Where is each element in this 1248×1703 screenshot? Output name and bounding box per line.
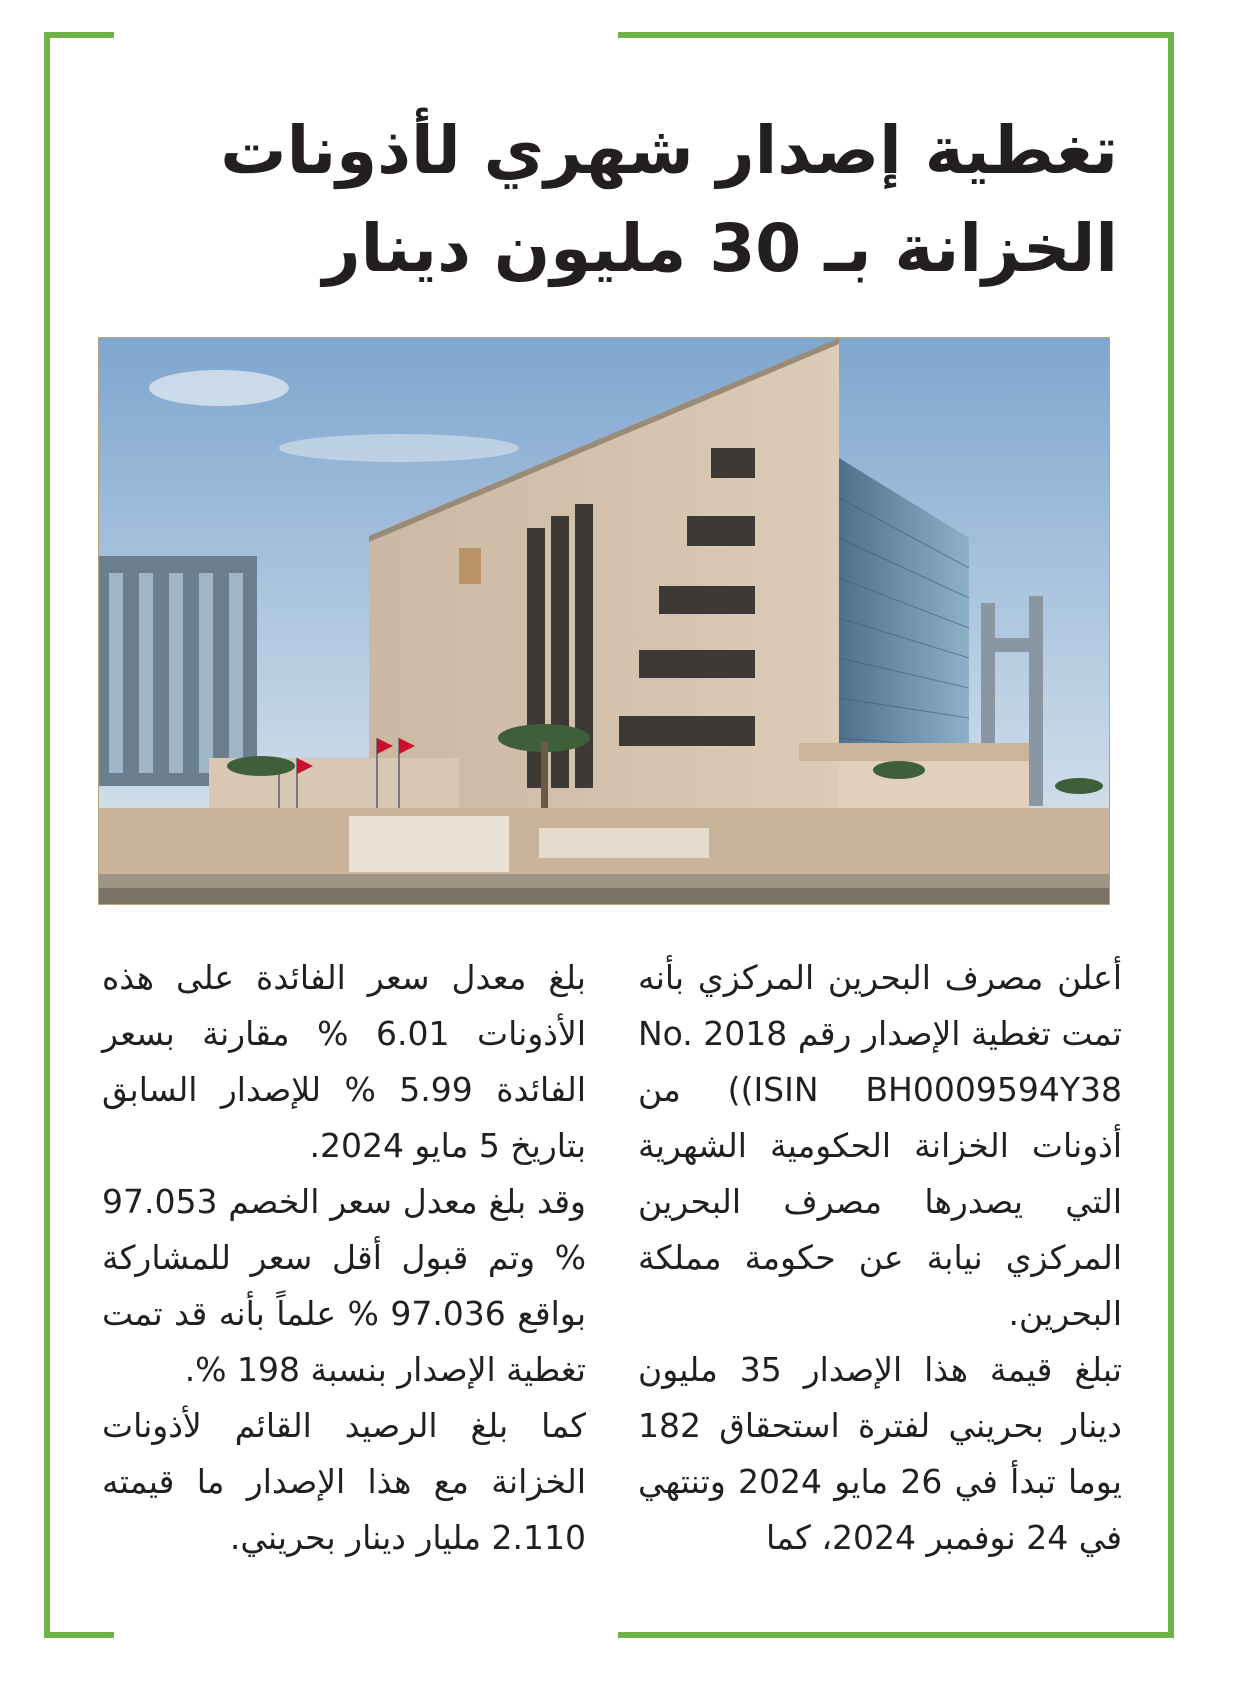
article-column-left	[102, 950, 586, 1566]
article-column-right	[638, 950, 1122, 1566]
building-illustration	[99, 338, 1110, 905]
paragraph-discount-rate: وقد بلغ معدل سعر الخصم 97.053 % وتم قبول أقل سعر للمشاركة بواقع 97.036 % علماً بأنه قد تمت تغطية الإصدار بنسبة 198 %.	[102, 1182, 587, 1389]
paragraph-announcement	[638, 950, 1122, 1342]
frame-top-left	[44, 32, 114, 38]
paragraph-issue-value: تبلغ قيمة هذا الإصدار 35 مليون دينار بحريني لفترة استحقاق 182 يوما تبدأ في 26 مايو 2024 وتنتهي في 24 نوفمبر 2024، كما	[638, 1350, 1122, 1557]
headline-line-1: تغطية إصدار شهري لأذونات	[220, 112, 1118, 189]
article-photo	[98, 337, 1110, 905]
issue-number: No. 2018	[638, 1014, 788, 1053]
paragraph-outstanding-balance: كما بلغ الرصيد القائم لأذونات الخزانة مع هذا الإصدار ما قيمته 2.110 مليار دينار بحريني.	[102, 1406, 586, 1557]
frame-right	[1168, 32, 1174, 1638]
article-headline	[130, 102, 1118, 298]
paragraph-interest-rate: بلغ معدل سعر الفائدة على هذه الأذونات 6.01 % مقارنة بسعر الفائدة 5.99 % للإصدار السابق بتاريخ 5 مايو 2024.	[102, 958, 586, 1165]
isin-code: ISIN BH0009594Y38	[753, 1070, 1122, 1109]
headline-line-2: الخزانة بـ 30 مليون دينار	[322, 210, 1118, 287]
frame-bottom-right	[618, 1632, 1174, 1638]
frame-top-right	[618, 32, 1174, 38]
frame-left	[44, 32, 50, 1638]
paragraph-text: (	[740, 1070, 754, 1109]
paragraph-text: ) من أذونات الخزانة الحكومية الشهرية التي يصدرها مصرف البحرين المركزي نيابة عن حكومة مملكة البحرين.	[638, 1070, 1122, 1333]
paragraph-text: أعلن مصرف البحرين المركزي بأنه تمت تغطية الإصدار رقم	[638, 958, 1122, 1053]
frame-bottom-left	[44, 1632, 114, 1638]
